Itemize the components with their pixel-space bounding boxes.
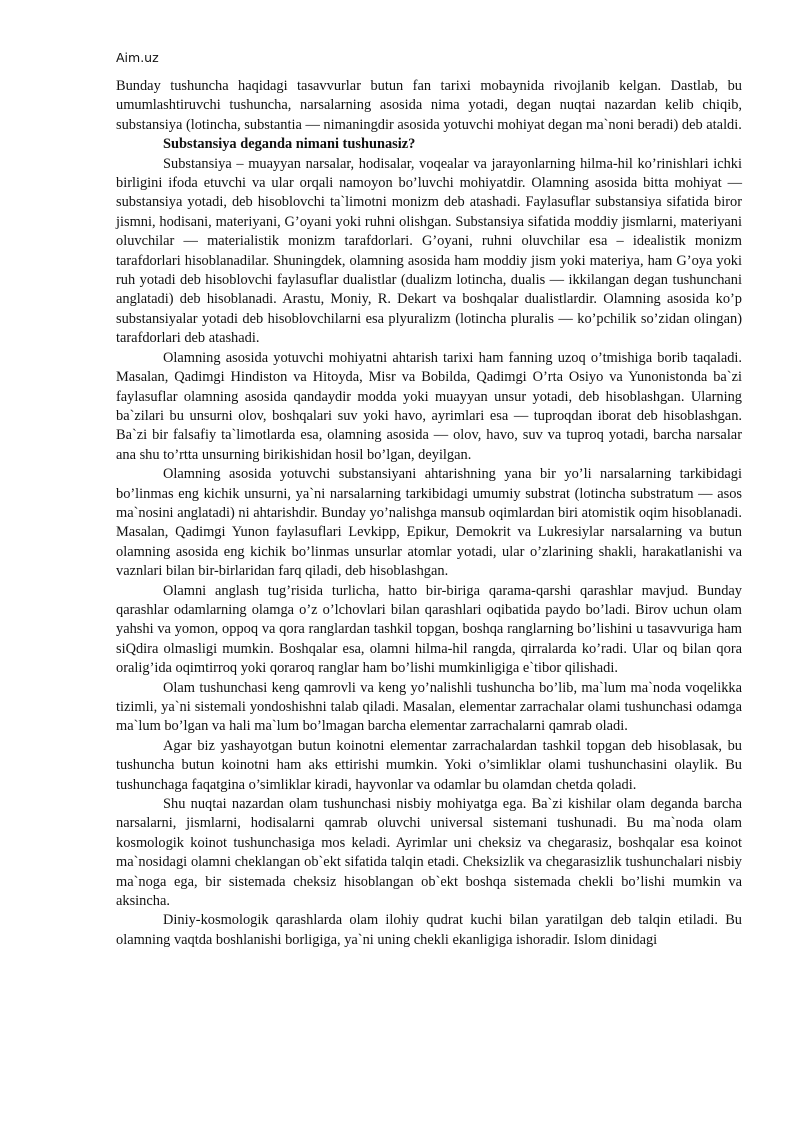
paragraph: Diniy-kosmologik qarashlarda olam ilohiy qudrat kuchi bilan yaratilgan deb talqin etiladi. Bu olamning vaqtda boshlanishi borligiga, ya`ni uning chekli ekanligiga ishoradir. Islom dinidagi [116,912,742,948]
paragraph: Substansiya – muayyan narsalar, hodisalar, voqealar va jarayonlarning hilma-hil ko’rinishlari ichki birligini ifoda etuvchi va ular orqali namoyon bo’luvchi mohiyatdir. Olamning asosida bitta mohiyat — substansiya yotadi, deb hisoblovchi ta`limotni monizm deb atashadi. Faylasuflar substansiya sifatida biror jismni, hodisani, materiyani, G’oyani yoki ruhni olishgan. Substansiya sifatida moddiy jismlarni, materiyani oluvchilar — materialistik monizm tarafdorlari. G’oyani, ruhni oluvchilar esa – idealistik monizm tarafdorlari hisoblanadilar. Shuningdek, olamning asosida ham moddiy jism yoki materiya, ham G’oya yoki ruh yotadi deb hisoblovchi faylasuflar dualistlar (dualizm lotincha, dualis — ikkilangan degan tushunchani anglatadi) deb hisoblanadi. Arastu, Moniy, R. Dekart va boshqalar dualistlardir. Olamning asosida ko’p substansiyalar yotadi deb hisoblovchilarni esa plyuralizm (lotincha pluralis — ko’pchilik so’zidan olingan) tarafdorlari deb atashadi. [116,155,742,347]
intro-paragraph: Bunday tushuncha haqidagi tasavvurlar butun fan tarixi mobaynida rivojlanib kelgan. Dastlab, bu umumlashtiruvchi tushuncha, narsalarning asosida nima yotadi, degan nuqtai nazardan kelib chiqib, substansiya (lotincha, substantia — nimaningdir asosida yotuvchi mohiyat degan ma`noni beradi) deb ataldi. [116,78,742,133]
paragraph: Olamni anglash tug’risida turlicha, hatto bir-biriga qarama-qarshi qarashlar mavjud. Bunday qarashlar odamlarning olamga o’z o’lchovlari bilan qarashlari oqibatida paydo bo’ladi. Birov uchun olam yahshi va yomon, oppoq va qora ranglardan tashkil topgan, boshqa ranglarning bo’lishini u tasavvuriga ham siQdira olmasligi mumkin. Boshqalar esa, olamni hilma-hil rangda, qirralarda ko’radi. Ular oq bilan qora oralig’ida oqimtirroq yoki qoraroq ranglar ham bo’lishi mumkinligiga e`tibor qilishadi. [116,582,742,677]
section-heading: Substansiya deganda nimani tushunasiz? [163,136,416,153]
paragraph: Olam tushunchasi keng qamrovli va keng yo’nalishli tushuncha bo’lib, ma`lum ma`noda voqelikka tizimli, ya`ni sistemali yondoshishni talab qiladi. Masalan, elementar zarrachalar olami tushunchasi odamga ma`lum bo’lgan va hali ma`lum bo’lmagan barcha elementar zarrachalarni qamrab oladi. [116,679,742,735]
document-body [116,77,742,950]
paragraph: Agar biz yashayotgan butun koinotni elementar zarrachalardan tashkil topgan deb hisoblasak, bu tushuncha butun koinotni ham aks ettirishi mumkin. Yoki o’simliklar olami tushunchasini olaylik. Bu tushunchaga faqatgina o’simliklar kiradi, hayvonlar va odamlar bu olamdan chetda qoladi. [116,737,742,793]
paragraph: Olamning asosida yotuvchi mohiyatni ahtarish tarixi ham fanning uzoq o’tmishiga borib taqaladi. Masalan, Qadimgi Hindiston va Hitoyda, Misr va Bobilda, Qadimgi O’rta Osiyo va Yunonistonda ba`zi faylasuflar olamning asosida qandaydir modda yoki muayyan unsur yotadi, deb hisoblashgan. Ularning ba`zilari bu unsurni olov, boshqalari suv yoki havo, ayrimlari esa — tuproqdan iborat deb hisoblashgan. Ba`zi bir falsafiy ta`limotlarda esa, olamning asosida — olov, havo, suv va tuproq yotadi, barcha narsalar ana shu to’rtta unsurning birikishidan hosil bo’lgan, deyilgan. [116,349,742,463]
paragraph: Olamning asosida yotuvchi substansiyani ahtarishning yana bir yo’li narsalarning tarkibidagi bo’linmas eng kichik unsurni, ya`ni narsalarning tarkibidagi umumiy substrat (lotincha substratum — asos ma`nosini anglatadi) ni ahtarishdir. Bunday yo’nalishga mansub oqimlardan biri atomistik oqim hisoblanadi. Masalan, Qadimgi Yunon faylasuflari Levkipp, Epikur, Demokrit va Lukresiylar narsalarning va butun olamning asosida eng kichik bo’linmas unsurlar atomlar yotadi, ular o’zlarining shakli, harakatlanishi va vaznlari bilan bir-birlaridan farq qiladi, deb hisoblashgan. [116,466,742,580]
paragraph: Shu nuqtai nazardan olam tushunchasi nisbiy mohiyatga ega. Ba`zi kishilar olam deganda barcha narsalarni, jismlarni, hodisalarni qamrab oluvchi universal sistemani tushunadi. Bu ma`noda olam kosmologik koinot tushunchasiga mos keladi. Ayrimlar uni cheksiz va chegarasiz, boshqalar esa koinot ma`nosidagi olamni cheklangan ob`ekt sifatida talqin etadi. Cheksizlik va chegarasizlik tushunchalari nisbiy ma`noga ega, bir sistemada cheksiz hisoblangan ob`ekt boshqa sistemada chekli bo’lishi mumkin va aksincha. [116,796,742,910]
site-label: Aim.uz [116,50,159,65]
